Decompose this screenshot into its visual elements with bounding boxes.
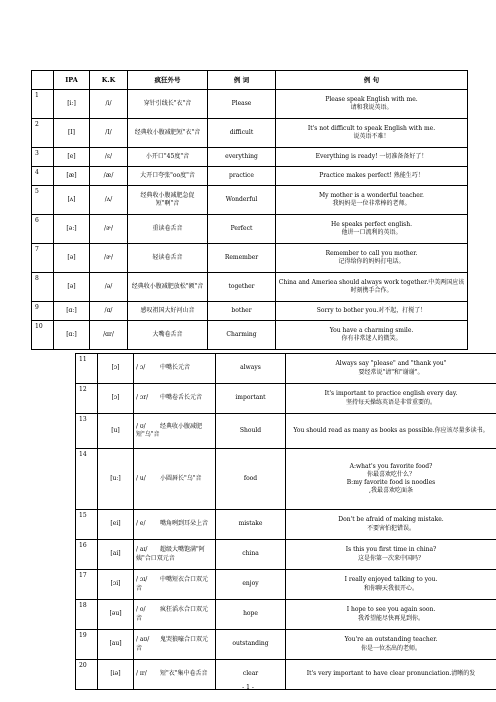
sentence-english: Remember to call you mother.: [325, 249, 418, 257]
crazy-nickname: 经典收小腹减肥急促短"啊"音: [128, 186, 208, 215]
example-sentence: [276, 244, 468, 273]
crazy-nickname: 重读卷舌音: [128, 215, 208, 244]
table-row: [32, 186, 468, 215]
kk-and-nickname: [134, 570, 216, 600]
sentence-chinese: 你有非常迷人的微笑。: [341, 335, 402, 342]
crazy-nickname: 鬼哭狼嚎合口双元音: [136, 636, 209, 652]
ipa-symbol: [ɑː]: [54, 302, 90, 321]
table-row: [76, 414, 496, 449]
row-number: 9: [32, 302, 54, 321]
crazy-nickname: 超级大嘴饱满"阿姨"合口双元音: [136, 546, 205, 562]
crazy-nickname: 嘴角咧到耳朵上音: [160, 520, 209, 528]
kk-symbol: / o/: [136, 606, 146, 614]
header-example-word: 例 词: [208, 71, 276, 90]
sentence-chinese: 和你聊天我很开心。: [363, 584, 418, 592]
ipa-symbol: [ɔ]: [98, 354, 134, 384]
row-number: 3: [32, 148, 54, 167]
crazy-nickname: 感叹祖国大好河山音: [128, 302, 208, 321]
ipa-symbol: [æ]: [54, 167, 90, 186]
header-crazy-nickname: 疯狂外号: [128, 71, 208, 90]
ipa-symbol: [u]: [98, 414, 134, 449]
example-word: china: [216, 540, 286, 570]
kk-and-nickname: [134, 600, 216, 630]
kk-symbol: / aɪ/: [136, 546, 148, 554]
example-word: Please: [208, 90, 276, 119]
sentence-chinese: 记得给你的妈妈打电话。: [338, 258, 405, 265]
sentence-chinese: 这是你第一次来中国吗？: [357, 554, 424, 562]
example-word: food: [216, 449, 286, 510]
ipa-symbol: [ei]: [98, 510, 134, 540]
sentence-chinese: 坚持每天操练英语是非常重要的。: [345, 398, 436, 406]
crazy-nickname: 大开口夸张"oo度"音: [128, 167, 208, 186]
example-sentence: [276, 321, 468, 350]
table-row: [76, 449, 496, 510]
ipa-symbol: [iː]: [54, 90, 90, 119]
kk-symbol: / ɔɪ/: [136, 576, 148, 584]
sentence-english: You're an outstanding teacher.: [344, 636, 438, 644]
example-sentence: [286, 384, 496, 414]
table-row: [76, 600, 496, 630]
example-word: bother: [208, 302, 276, 321]
phonetics-table-top: [31, 70, 468, 350]
table-row: [76, 540, 496, 570]
kk-symbol: / ɪr/: [136, 670, 147, 678]
example-word: enjoy: [216, 570, 286, 600]
sentence-english: It's very important to have clear pronunciation.清晰的发: [306, 670, 476, 678]
kk-and-nickname: [134, 510, 216, 540]
example-sentence: [286, 449, 496, 510]
kk-and-nickname: [134, 354, 216, 384]
example-sentence: [276, 215, 468, 244]
sentence-english: Don't be afraid of making mistake.: [338, 516, 444, 524]
row-number: 2: [32, 119, 54, 148]
example-sentence: [276, 273, 468, 302]
row-number: 11: [76, 354, 98, 384]
example-word: Charming: [208, 321, 276, 350]
example-word: Wonderful: [208, 186, 276, 215]
ipa-symbol: [ə]: [54, 244, 90, 273]
example-word: clear: [216, 660, 286, 690]
example-sentence: [286, 540, 496, 570]
sentence-english: You have a charming smile.: [329, 326, 414, 334]
crazy-nickname: 中嘴短衣合口双元音: [136, 576, 209, 592]
header-ipa: IPA: [54, 71, 90, 90]
table-row: [32, 302, 468, 321]
table-row: [32, 167, 468, 186]
kk-symbol: /ɚ/: [90, 244, 128, 273]
table-row: [32, 273, 468, 302]
header-example-sentence: 例 句: [276, 71, 468, 90]
sentence-english-2: B:my favorite food is noodles: [346, 479, 436, 486]
table-row: [32, 119, 468, 148]
kk-symbol: /ɑr/: [90, 321, 128, 350]
example-sentence: [286, 630, 496, 660]
example-sentence: [276, 167, 468, 186]
header-num-cell: [32, 71, 54, 90]
sentence-chinese: 我妈妈是一位非常棒的老师。: [332, 200, 411, 207]
crazy-nickname: 穿针引线长"衣"音: [128, 90, 208, 119]
sentence-english: My mother is a wonderful teacher.: [319, 191, 424, 199]
kk-symbol: / u/: [136, 474, 146, 482]
sentence-english: Is this you first time in china?: [345, 546, 437, 554]
sentence-english: A:what's you favorite food?: [349, 462, 433, 470]
sentence-chinese: 不要害怕犯错误。: [366, 524, 415, 532]
kk-symbol: / ɔr/: [136, 394, 149, 402]
sentence-chinese-2: ,我最喜欢吃面条: [369, 487, 413, 495]
table-row: [76, 354, 496, 384]
sentence-chinese: 要经常说"请"和"谢谢"。: [358, 368, 424, 376]
ipa-symbol: [əː]: [54, 215, 90, 244]
sentence-chinese: 我希望能尽快再见到你。: [357, 614, 424, 622]
example-word: outstanding: [216, 630, 286, 660]
crazy-nickname: 经典收小腹减肥放松"额"音: [128, 273, 208, 302]
ipa-symbol: [uː]: [98, 449, 134, 510]
example-sentence: [286, 570, 496, 600]
example-word: hope: [216, 600, 286, 630]
kk-symbol: /æ/: [90, 167, 128, 186]
kk-and-nickname: [134, 414, 216, 449]
crazy-nickname: 轻读卷舌音: [128, 244, 208, 273]
example-word: Remember: [208, 244, 276, 273]
table-row: [76, 510, 496, 540]
kk-symbol: /i/: [90, 90, 128, 119]
kk-symbol: /I/: [90, 119, 128, 148]
sentence-english: He speaks perfect english.: [330, 220, 412, 228]
sentence-english: I hope to see you again soon.: [346, 606, 436, 614]
row-number: 13: [76, 414, 98, 449]
sentence-english: Please speak English with me.: [325, 95, 418, 103]
row-number: 16: [76, 540, 98, 570]
table-row: [76, 384, 496, 414]
sentence-chinese: 你最喜欢吃什么？: [366, 470, 415, 478]
ipa-symbol: [ʌ]: [54, 186, 90, 215]
row-number: 5: [32, 186, 54, 215]
example-word: difficult: [208, 119, 276, 148]
sentence-chinese: 他讲一口流利的英语。: [341, 229, 402, 236]
row-number: 14: [76, 449, 98, 510]
example-word: important: [216, 384, 286, 414]
crazy-nickname: 中嘴长元音: [160, 364, 191, 372]
example-sentence: [286, 354, 496, 384]
sentence-chinese: 请和我说英语。: [350, 104, 393, 111]
table-row: [32, 90, 468, 119]
header-kk: K.K: [90, 71, 128, 90]
table-row: [76, 630, 496, 660]
crazy-nickname: 疯狂滔水合口双元音: [136, 606, 209, 622]
ipa-symbol: [əu]: [98, 600, 134, 630]
page-number: - 1 -: [242, 684, 254, 691]
row-number: 20: [76, 660, 98, 690]
sentence-english: Sorry to bother you.对不起，打搅了！: [316, 306, 427, 314]
ipa-symbol: [ɔi]: [98, 570, 134, 600]
sentence-english: Always say "please" and "thank you": [335, 360, 447, 368]
sentence-chinese: 你是一位杰出的老师。: [360, 644, 421, 652]
row-number: 6: [32, 215, 54, 244]
example-word: Perfect: [208, 215, 276, 244]
example-sentence: [286, 414, 496, 449]
example-word: practice: [208, 167, 276, 186]
example-word: mistake: [216, 510, 286, 540]
row-number: 15: [76, 510, 98, 540]
sentence-english: China and Amerieа should always work together.中美两国应该时刻携手合作。: [278, 278, 465, 294]
sentence-english: It's not difficult to speak English with me.: [307, 124, 436, 132]
kk-symbol: / e/: [136, 520, 146, 528]
row-number: 10: [32, 321, 54, 350]
phonetics-table-bottom: [75, 353, 496, 690]
kk-and-nickname: [134, 540, 216, 570]
sentence-english: Practice makes perfect! 熟能生巧！: [319, 171, 424, 179]
kk-symbol: /ɚ/: [90, 215, 128, 244]
row-number: 1: [32, 90, 54, 119]
crazy-nickname: 小圆唇长"乌"音: [160, 474, 202, 482]
example-sentence: [286, 600, 496, 630]
table-header-row: [32, 71, 468, 90]
example-sentence: [276, 186, 468, 215]
example-word: everything: [208, 148, 276, 167]
crazy-nickname: 经典收小腹减肥短"乌"音: [136, 422, 203, 438]
crazy-nickname: 中嘴卷舌长元音: [160, 394, 203, 402]
table-row: [32, 148, 468, 167]
crazy-nickname: 短"衣"集中卷舌音: [160, 670, 208, 678]
kk-symbol: / ʊ/: [136, 422, 146, 430]
row-number: 7: [32, 244, 54, 273]
kk-and-nickname: [134, 630, 216, 660]
example-word: together: [208, 273, 276, 302]
crazy-nickname: 小开口"45度"音: [128, 148, 208, 167]
kk-symbol: / ɔ/: [136, 364, 146, 372]
table-row: [32, 215, 468, 244]
ipa-symbol: [ə]: [54, 273, 90, 302]
row-number: 19: [76, 630, 98, 660]
table-row: [32, 244, 468, 273]
ipa-symbol: [iə]: [98, 660, 134, 690]
crazy-nickname: 大嘴卷舌音: [128, 321, 208, 350]
table-row: [76, 570, 496, 600]
row-number: 4: [32, 167, 54, 186]
row-number: 12: [76, 384, 98, 414]
table-row: [32, 321, 468, 350]
kk-symbol: /ʌ/: [90, 186, 128, 215]
kk-symbol: / aʊ/: [136, 636, 150, 644]
ipa-symbol: [ɔ]: [98, 384, 134, 414]
kk-symbol: /ε/: [90, 148, 128, 167]
ipa-symbol: [au]: [98, 630, 134, 660]
example-sentence: [276, 90, 468, 119]
ipa-symbol: [e]: [54, 148, 90, 167]
sentence-english: Everything is ready! 一切准备备好了！: [315, 152, 428, 160]
example-sentence: [276, 302, 468, 321]
sentence-english: You should read as many as books as possible.你应该尽量多读书。: [293, 426, 489, 434]
ipa-symbol: [ɑː]: [54, 321, 90, 350]
example-word: always: [216, 354, 286, 384]
kk-symbol: /ə/: [90, 273, 128, 302]
example-sentence: [276, 148, 468, 167]
kk-and-nickname: [134, 449, 216, 510]
example-sentence: [276, 119, 468, 148]
row-number: 18: [76, 600, 98, 630]
row-number: 8: [32, 273, 54, 302]
ipa-symbol: [I]: [54, 119, 90, 148]
row-number: 17: [76, 570, 98, 600]
example-sentence: [286, 510, 496, 540]
kk-and-nickname: [134, 384, 216, 414]
sentence-english: I really enjoyed talking to you.: [344, 576, 438, 584]
crazy-nickname: 经典收小腹减肥短"衣"音: [128, 119, 208, 148]
ipa-symbol: [ai]: [98, 540, 134, 570]
example-word: Should: [216, 414, 286, 449]
kk-symbol: /ɑ/: [90, 302, 128, 321]
sentence-chinese: 说英语不难！: [353, 133, 390, 140]
sentence-english: It's important to practice english every day.: [324, 390, 458, 398]
